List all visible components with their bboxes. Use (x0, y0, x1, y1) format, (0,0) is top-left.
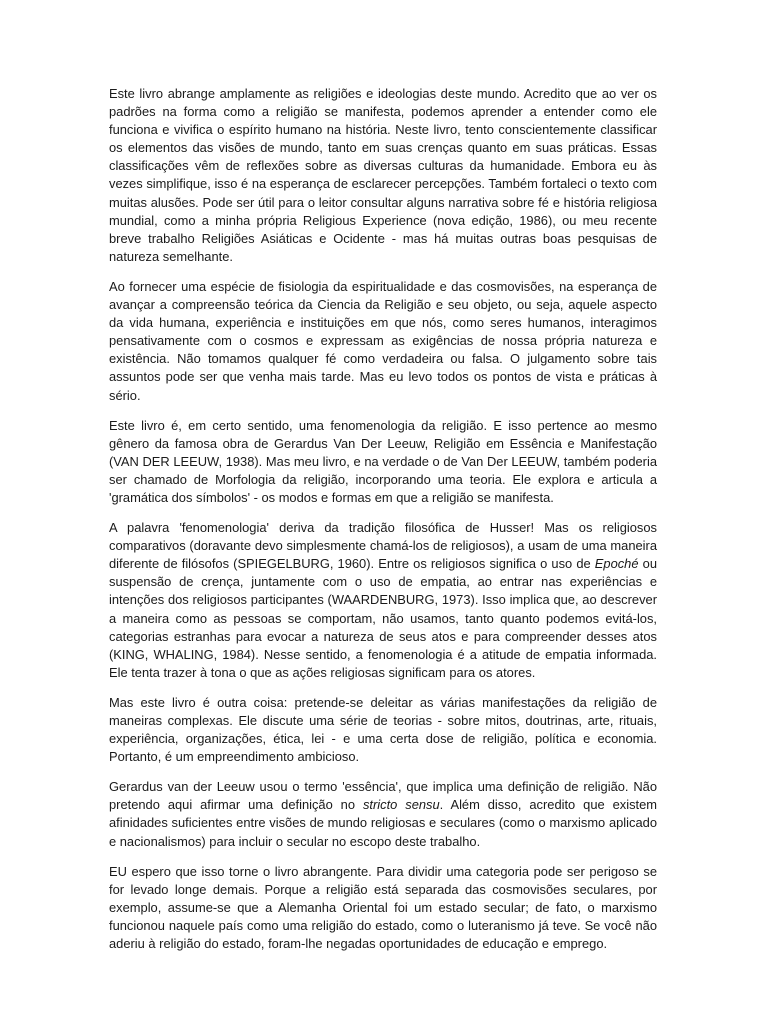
document-body (109, 85, 657, 953)
paragraph-2 (109, 278, 657, 405)
paragraph-4 (109, 519, 657, 682)
italic-term-stricto-sensu: stricto sensu (362, 797, 440, 813)
paragraph-text: ou suspensão de crença, juntamente com o uso de empatia, ao entrar nas experiências e intenções dos religiosos participantes (WAARDENBURG, 1973). Isso implica que, ao descrever a maneira como as pessoas se comportam, não usamos, tanto quanto podemos evitá-los, categorias estranhas para evocar a natureza de seus atos e para compreender desses atos (KING, WHALING, 1984). Nesse sentido, a fenomenologia é a atitude de empatia informada. Ele tenta trazer à tona o que as ações religiosas significam para os atores. (109, 556, 657, 680)
paragraph-1 (109, 85, 657, 266)
paragraph-text: EU espero que isso torne o livro abrangente. Para dividir uma categoria pode ser perigoso se for levado longe demais. Porque a religião está separada das cosmovisões seculares, por exemplo, assume-se que a Alemanha Oriental foi um estado secular; de fato, o marxismo funcionou naquele país como uma religião do estado, como o luteranismo já teve. Se você não aderiu à religião do estado, foram-lhe negadas oportunidades de educação e emprego. (109, 863, 657, 952)
paragraph-3 (109, 417, 657, 507)
paragraph-text: Mas este livro é outra coisa: pretende-se deleitar as várias manifestações da religião de maneiras complexas. Ele discute uma série de teorias - sobre mitos, doutrinas, arte, rituais, experiência, organizações, ética, lei - e uma certa dose de religião, política e economia. Portanto, é um empreendimento ambicioso. (109, 694, 657, 765)
paragraph-text: A palavra 'fenomenologia' deriva da tradição filosófica de Husser! Mas os religiosos comparativos (doravante devo simplesmente chamá-los de religiosos), a usam de uma maneira diferente de filósofos (SPIEGELBURG, 1960). Entre os religiosos significa o uso de (109, 520, 657, 572)
paragraph-6 (109, 778, 657, 850)
paragraph-text: Ao fornecer uma espécie de fisiologia da espiritualidade e das cosmovisões, na esperança de avançar a compreensão teórica da Ciencia da Religião e seu objeto, ou seja, aquele aspecto da vida humana, experiência e instituições em que nós, como seres humanos, interagimos pensativamente com o cosmos e expressam as exigências de nossa própria natureza e existência. Não tomamos qualquer fé como verdadeira ou falsa. O julgamento sobre tais assuntos pode ser que venha mais tarde. Mas eu levo todos os pontos de vista e práticas à sério. (109, 278, 657, 403)
italic-term-epoche: Epoché (594, 556, 639, 572)
paragraph-5 (109, 694, 657, 766)
paragraph-text: Gerardus van der Leeuw usou o termo 'essência', que implica uma definição de religião. Não pretendo aqui afirmar uma definição no (109, 779, 657, 813)
paragraph-7 (109, 863, 657, 953)
paragraph-text: . Além disso, acredito que existem afinidades suficientes entre visões de mundo religiosas e seculares (como o marxismo aplicado e nacionalismos) para incluir o secular no escopo deste trabalho. (109, 797, 658, 849)
paragraph-text: Este livro é, em certo sentido, uma fenomenologia da religião. E isso pertence ao mesmo gênero da famosa obra de Gerardus Van Der Leeuw, Religião em Essência e Manifestação (VAN DER LEEUW, 1938). Mas meu livro, e na verdade o de Van Der LEEUW, também poderia ser chamado de Morfologia da religião, incorporando uma teoria. Ele explora e articula a 'gramática dos símbolos' - os modos e formas em que a religião se manifesta. (109, 417, 657, 505)
paragraph-text: Este livro abrange amplamente as religiões e ideologias deste mundo. Acredito que ao ver os padrões na forma como a religião se manifesta, podemos aprender a entender como ele funciona e vivifica o espírito humano na história. Neste livro, tento conscientemente classificar os elementos das visões de mundo, tanto em suas crenças quanto em suas práticas. Essas classificações vêm de reflexões sobre as diversas culturas da humanidade. Embora eu às vezes simplifique, isso é na esperança de esclarecer percepções. Também fortaleci o texto com muitas alusões. Pode ser útil para o leitor consultar alguns narrativa sobre fé e história religiosa mundial, como a minha própria Religious Experience (nova edição, 1986), ou meu recente breve trabalho Religiões Asiáticas e Ocidente - mas há muitas outras boas pesquisas de natureza semelhante. (109, 86, 657, 264)
